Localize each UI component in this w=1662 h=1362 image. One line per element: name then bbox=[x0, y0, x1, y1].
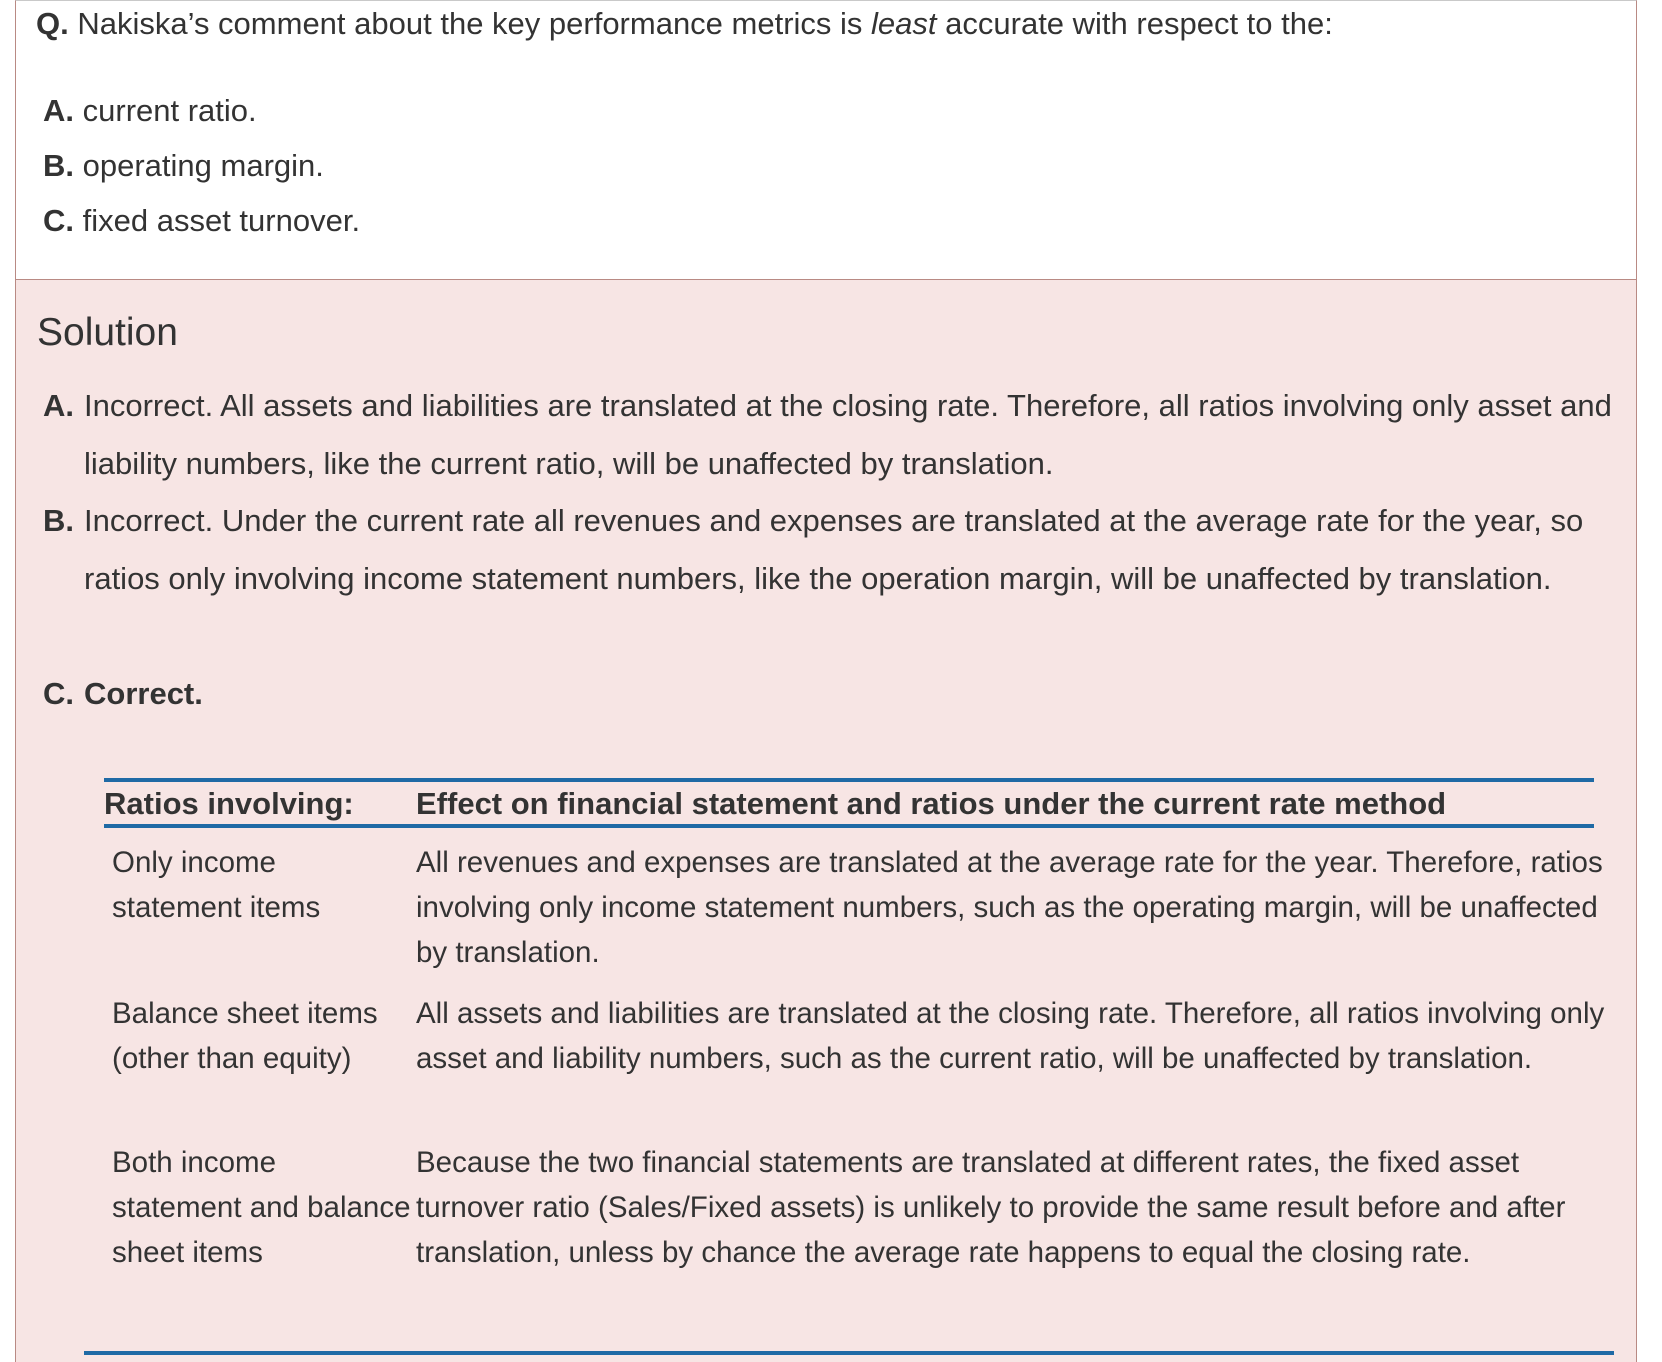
question-text-before: Nakiska’s comment about the key performance metrics is bbox=[77, 6, 872, 41]
solution-text: Incorrect. All assets and liabilities are translated at the closing rate. Therefore, all ratios involving only asset and liability numbers, like the current ratio, will be unaffected by translation. bbox=[84, 388, 1612, 481]
question-emphasis: least bbox=[871, 6, 937, 41]
solution-text: Correct. bbox=[84, 676, 203, 711]
table-cell-ratios: Balance sheet items (other than equity) bbox=[112, 997, 378, 1075]
table-bottom-rule bbox=[84, 1351, 1614, 1355]
solution-box bbox=[15, 280, 1637, 1362]
question-text bbox=[36, 5, 1333, 43]
table-header-ratios: Ratios involving: bbox=[104, 786, 354, 821]
option-text: current ratio. bbox=[82, 93, 257, 128]
solution-text: Incorrect. Under the current rate all revenues and expenses are translated at the average rate for the year, so ratios only involving income statement numbers, like the operation margin, will be unaffected by translation. bbox=[84, 503, 1584, 596]
table-cell-effect: Because the two financial statements are translated at different rates, the fixed asset turnover ratio (Sales/Fixed assets) is unlikely to provide the same result before and after translation, unless by chance the average rate happens to equal the closing rate. bbox=[416, 1146, 1566, 1269]
question-text-after: accurate with respect to the: bbox=[936, 6, 1333, 41]
option-a[interactable] bbox=[43, 92, 257, 130]
solution-item-a bbox=[43, 377, 1623, 493]
question-prefix: Q. bbox=[36, 6, 69, 41]
solution-item-c bbox=[43, 665, 1623, 723]
table-cell-ratios: Only income statement items bbox=[112, 846, 321, 924]
solution-letter: B. bbox=[43, 503, 74, 538]
question-box bbox=[15, 0, 1637, 280]
solution-title: Solution bbox=[37, 311, 178, 354]
table-cell-effect: All assets and liabilities are translated at the closing rate. Therefore, all ratios involving only asset and liability numbers, such as the current ratio, will be unaffected by translation. bbox=[416, 997, 1605, 1075]
option-letter: B. bbox=[43, 148, 74, 183]
option-text: operating margin. bbox=[82, 148, 324, 183]
option-c[interactable] bbox=[43, 202, 360, 240]
option-text: fixed asset turnover. bbox=[82, 203, 361, 238]
solution-letter: C. bbox=[43, 676, 74, 711]
table-cell-ratios: Both income statement and balance sheet items bbox=[112, 1146, 411, 1269]
table-header-effect: Effect on financial statement and ratios under the current rate method bbox=[416, 786, 1447, 821]
solution-item-b bbox=[43, 492, 1623, 608]
table-cell-effect: All revenues and expenses are translated at the average rate for the year. Therefore, ratios involving only income statement numbers, such as the operating margin, will be unaffected by translation. bbox=[416, 846, 1603, 969]
option-letter: A. bbox=[43, 93, 74, 128]
option-letter: C. bbox=[43, 203, 74, 238]
table-header-row bbox=[104, 778, 1594, 828]
option-b[interactable] bbox=[43, 147, 324, 185]
solution-letter: A. bbox=[43, 388, 74, 423]
